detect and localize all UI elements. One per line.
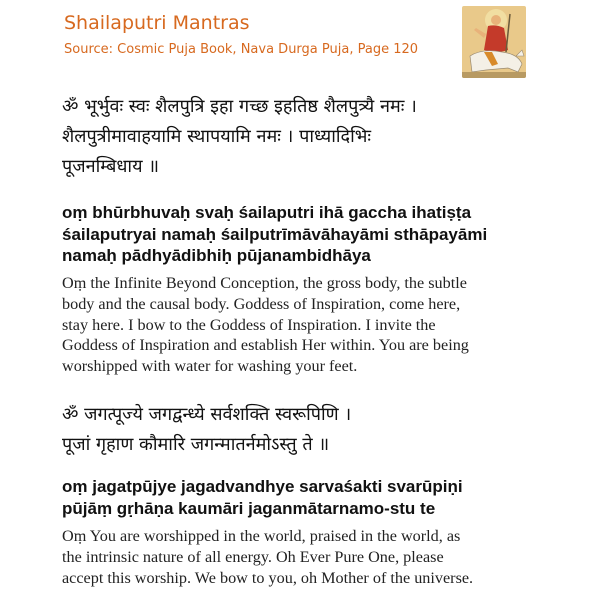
mantra2-translation (62, 526, 590, 588)
translation-line: accept this worship. We bow to you, oh Mother of the universe. (62, 568, 474, 587)
mantra2-devanagari (62, 400, 590, 460)
mantra2-transliteration (62, 476, 590, 519)
translation-line: body and the causal body. Goddess of Inspiration, come here, (62, 294, 461, 313)
translation-line: the intrinsic nature of all energy. Oh Ever Pure One, please (62, 547, 444, 566)
transliteration-line: pūjāṃ gṛhāṇa kaumāri jaganmātarnamo-stu te (62, 498, 436, 518)
translation-line: Oṃ You are worshipped in the world, praised in the world, as (62, 527, 461, 545)
translation-line: worshipped with water for washing your feet. (62, 357, 358, 376)
transliteration-line: oṃ bhūrbhuvaḥ svaḥ śailaputri ihā gaccha ihatiṣṭa (62, 203, 472, 222)
transliteration-line: namaḥ pādhyādibhiḥ pūjanambidhāya (62, 246, 371, 265)
translation-line: Oṃ the Infinite Beyond Conception, the gross body, the subtle (62, 274, 467, 292)
devanagari-line: ॐ जगत्पूज्ये जगद्वन्ध्ये सर्वशक्ति स्वरूपिणि । (62, 404, 352, 425)
transliteration-line: śailaputryai namaḥ śailputrīmāvāhayāmi sthāpayāmi (62, 224, 488, 244)
mantra1-devanagari (62, 92, 590, 182)
mantra1-transliteration (62, 202, 590, 267)
devanagari-line: पूजां गृहाण कौमारि जगन्मातर्नमोऽस्तु ते ॥ (62, 434, 330, 455)
translation-line: stay here. I bow to the Goddess of Inspiration. I invite the (62, 315, 436, 334)
mantra1-translation (62, 273, 590, 377)
devanagari-line: शैलपुत्रीमावाहयामि स्थापयामि नमः । पाध्यादिभिः (62, 126, 372, 147)
devanagari-line: ॐ भूर्भुवः स्वः शैलपुत्रि इहा गच्छ इहतिष्ठ शैलपुत्र्यै नमः । (62, 96, 417, 117)
goddess-shailaputri-image (462, 6, 526, 78)
devanagari-line: पूजनम्बिधाय ॥ (62, 156, 160, 177)
source-citation: Source: Cosmic Puja Book, Nava Durga Puja, Page 120 (64, 42, 419, 57)
transliteration-line: oṃ jagatpūjye jagadvandhye sarvaśakti svarūpiṇi (62, 477, 463, 496)
translation-line: Goddess of Inspiration and establish Her within. You are being (62, 336, 469, 355)
page-title: Shailaputri Mantras (64, 12, 250, 34)
